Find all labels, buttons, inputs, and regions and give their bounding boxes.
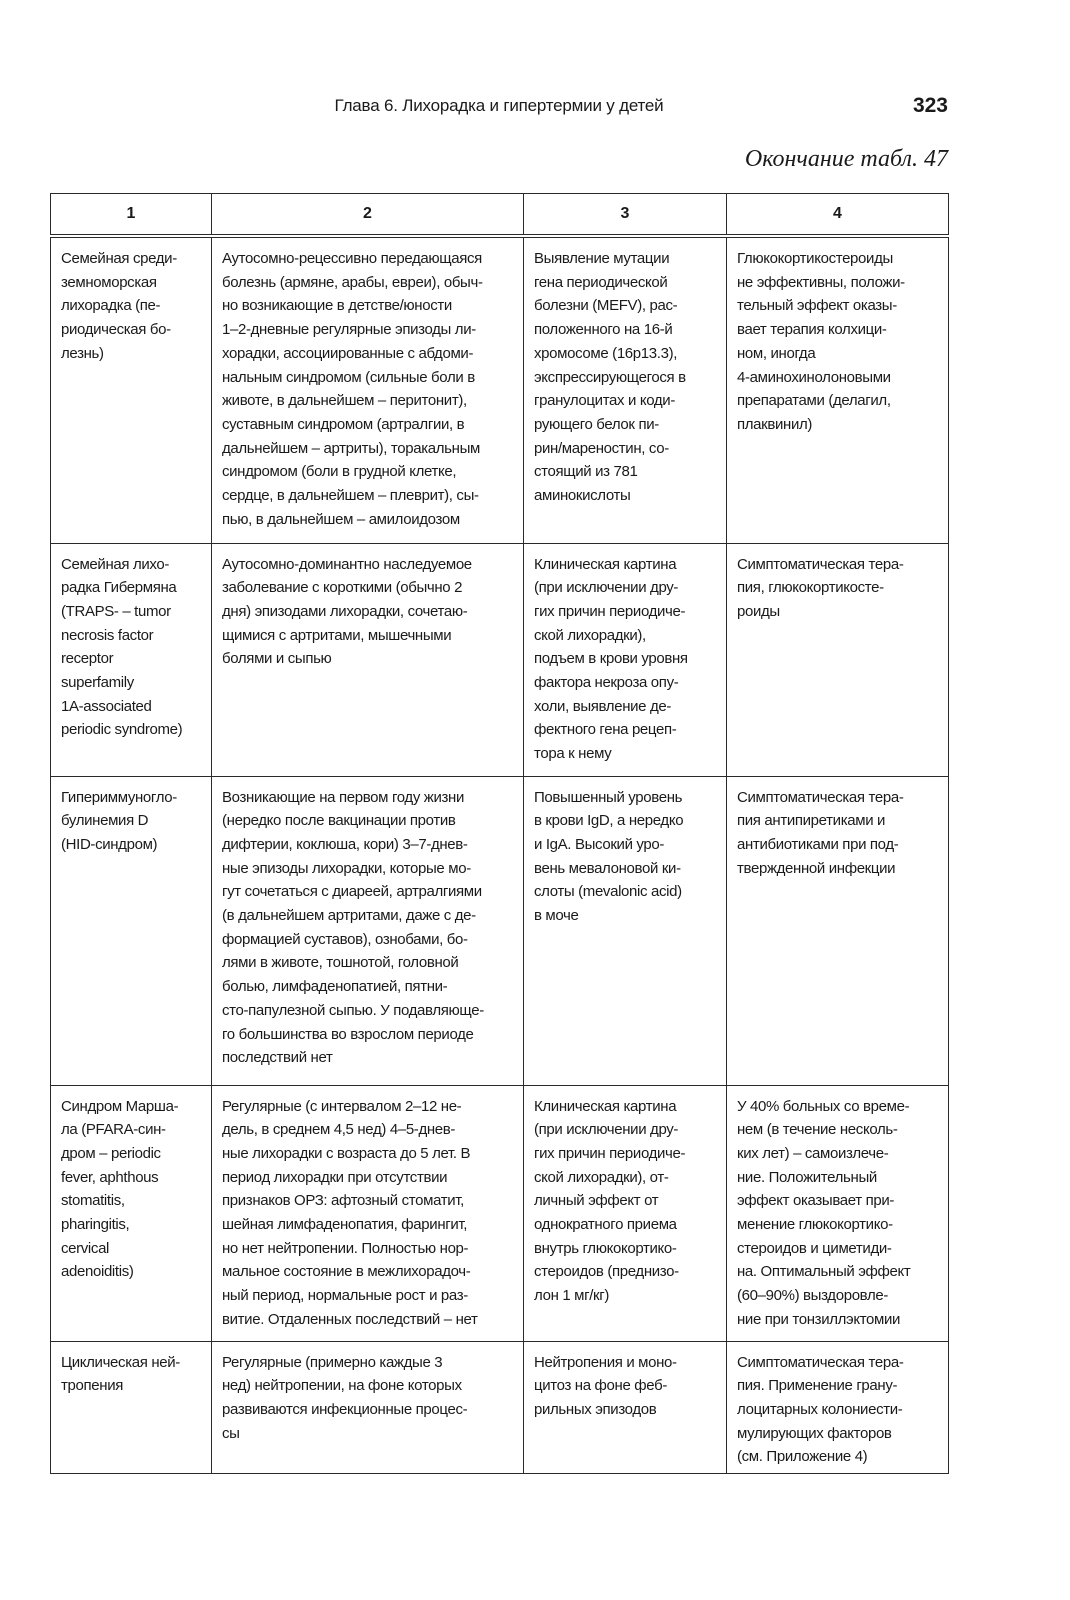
cell-text-line: (при исключении дру-	[534, 1121, 679, 1139]
cell-text-line: препаратами (делагил,	[737, 392, 891, 410]
cell-text-line: внутрь глюкокортико-	[534, 1239, 677, 1257]
diagnostics-cell	[524, 236, 727, 543]
cell-text-line: вень мевалоновой ки-	[534, 859, 681, 877]
cell-text-line: стероидов и циметиди-	[737, 1239, 892, 1257]
disease-name-cell	[51, 543, 212, 776]
cell-text-line: Клиническая картина	[534, 555, 677, 573]
cell-text-line: (TRAPS- – tumor	[61, 602, 171, 620]
cell-text-line: ской лихорадки), от-	[534, 1168, 669, 1186]
cell-text-line: ние при тонзиллэктомии	[737, 1310, 901, 1328]
treatment-cell	[727, 236, 949, 543]
description-cell	[212, 1341, 524, 1474]
cell-text-line: fever, aphthous	[61, 1168, 159, 1186]
cell-text-line: признаков ОРЗ: афтозный стоматит,	[222, 1192, 464, 1210]
cell-text-line: Семейная лихо-	[61, 555, 170, 573]
cell-text-line: лями в животе, тошнотой, головной	[222, 954, 459, 972]
cell-text-line: гих причин периодиче-	[534, 1144, 686, 1162]
cell-text-line: superfamily	[61, 674, 134, 692]
cell-text-line: лихорадка (пе-	[61, 297, 161, 315]
cell-text-line: личный эффект от	[534, 1192, 659, 1210]
description-cell	[212, 543, 524, 776]
cell-text-line: болями и сыпью	[222, 650, 332, 668]
cell-text-line: вает терапия колхици-	[737, 321, 887, 339]
cell-text-line: витие. Отдаленных последствий – нет	[222, 1310, 478, 1328]
cell-text-line: роиды	[737, 602, 780, 620]
cell-text-line: лоцитарных колониести-	[737, 1400, 903, 1418]
cell-text-line: экспрессирующегося в	[534, 368, 686, 386]
cell-text-line: пия, глюкокортикосте-	[737, 579, 884, 597]
cell-text-line: ской лихорадки),	[534, 626, 646, 644]
table-row	[51, 1085, 949, 1341]
diagnostics-cell	[524, 543, 727, 776]
cell-text-line: антибиотиками при под-	[737, 835, 899, 853]
cell-text-line: и IgA. Высокий уро-	[534, 835, 665, 853]
cell-text-line: Синдром Марша-	[61, 1097, 179, 1115]
cell-text-line: шейная лимфаденопатия, фарингит,	[222, 1216, 468, 1234]
cell-text-line: щимися с артритами, мышечными	[222, 626, 452, 644]
cell-text-line: Симптоматическая тера-	[737, 555, 904, 573]
cell-text-line: пия антипиретиками и	[737, 812, 886, 830]
cell-text-line: плаквинил)	[737, 415, 813, 433]
cell-text-line: синдромом (боли в грудной клетке,	[222, 463, 457, 481]
table-row	[51, 776, 949, 1085]
cell-text-line: мальное состояние в межлихорадоч-	[222, 1263, 471, 1281]
cell-text-line: сы	[222, 1424, 240, 1442]
cell-text-line: эффект оказывает при-	[737, 1192, 895, 1210]
cell-text-line: суставным синдромом (артралгии, в	[222, 415, 465, 433]
cell-text-line: дель, в среднем 4,5 нед) 4–5-днев-	[222, 1121, 456, 1139]
cell-text-line: булинемия D	[61, 812, 149, 830]
diagnostics-cell	[524, 1085, 727, 1341]
cell-text-line: ные лихорадки с возраста до 5 лет. В	[222, 1144, 471, 1162]
cell-text-line: земноморская	[61, 273, 157, 291]
running-head	[50, 96, 948, 122]
cell-text-line: сердце, в дальнейшем – плеврит), сы-	[222, 487, 479, 505]
cell-text-line: Возникающие на первом году жизни	[222, 788, 464, 806]
cell-text-line: развиваются инфекционные процес-	[222, 1400, 468, 1418]
column-header-2: 2	[212, 194, 524, 237]
cell-text-line: но нет нейтропении. Полностью нор-	[222, 1239, 469, 1257]
table-row	[51, 236, 949, 543]
cell-text-line: последствий нет	[222, 1049, 333, 1067]
disease-name-cell	[51, 776, 212, 1085]
description-cell	[212, 236, 524, 543]
treatment-cell	[727, 543, 949, 776]
chapter-title: Глава 6. Лихорадка и гипертермии у детей	[334, 96, 664, 115]
cell-text-line: гут сочетаться с диареей, артралгиями	[222, 883, 482, 901]
cell-text-line: (HID-синдром)	[61, 835, 158, 853]
cell-text-line: ный период, нормальные рост и раз-	[222, 1287, 468, 1305]
cell-text-line: болью, лимфаденопатией, пятни-	[222, 978, 448, 996]
diagnostics-cell	[524, 776, 727, 1085]
cell-text-line: Повышенный уровень	[534, 788, 683, 806]
table-caption: Окончание табл. 47	[744, 146, 948, 172]
cell-text-line: 1–2-дневные регулярные эпизоды ли-	[222, 321, 476, 339]
cell-text-line: гих причин периодиче-	[534, 602, 686, 620]
description-cell	[212, 776, 524, 1085]
cell-text-line: тропения	[61, 1377, 124, 1395]
cell-text-line: стоящий из 781	[534, 463, 638, 481]
cell-text-line: дня) эпизодами лихорадки, сочетаю-	[222, 602, 468, 620]
column-header-1: 1	[51, 194, 212, 237]
cell-text-line: заболевание с короткими (обычно 2	[222, 579, 463, 597]
cell-text-line: Циклическая ней-	[61, 1353, 180, 1371]
cell-text-line: риодическая бо-	[61, 321, 171, 339]
cell-text-line: фактора некроза опу-	[534, 674, 679, 692]
cell-text-line: но возникающие в детстве/юности	[222, 297, 452, 315]
cell-text-line: Семейная среди-	[61, 250, 177, 267]
cell-text-line: болезни (MEFV), рас-	[534, 297, 678, 315]
cell-text-line: формацией суставов), ознобами, бо-	[222, 930, 468, 948]
treatment-cell	[727, 1085, 949, 1341]
cell-text-line: (нередко после вакцинации против	[222, 812, 456, 830]
cell-text-line: фектного гена рецеп-	[534, 721, 677, 739]
treatment-cell	[727, 776, 949, 1085]
cell-text-line: подъем в крови уровня	[534, 650, 688, 668]
cell-text-line: adenoiditis)	[61, 1263, 134, 1281]
cell-text-line: periodic syndrome)	[61, 721, 183, 739]
cell-text-line: хорадки, ассоциированные с абдоми-	[222, 344, 474, 362]
cell-text-line: 1A-associated	[61, 697, 152, 715]
cell-text-line: Аутосомно-рецессивно передающаяся	[222, 250, 482, 267]
cell-text-line: (при исключении дру-	[534, 579, 679, 597]
disease-name-cell	[51, 236, 212, 543]
cell-text-line: на. Оптимальный эффект	[737, 1263, 911, 1281]
cell-text-line: necrosis factor	[61, 626, 154, 644]
cell-text-line: Гипериммуногло-	[61, 788, 177, 806]
cell-text-line: гена периодической	[534, 273, 668, 291]
cell-text-line: ные эпизоды лихорадки, которые мо-	[222, 859, 471, 877]
description-cell	[212, 1085, 524, 1341]
cell-text-line: пия. Применение грану-	[737, 1377, 898, 1395]
cell-text-line: сто-папулезной сыпью. У подавляюще-	[222, 1001, 484, 1019]
cell-text-line: рильных эпизодов	[534, 1400, 657, 1418]
cell-text-line: дифтерии, коклюша, кори) 3–7-днев-	[222, 835, 468, 853]
cell-text-line: хромосоме (16p13.3),	[534, 344, 678, 362]
cell-text-line: Симптоматическая тера-	[737, 1353, 904, 1371]
cell-text-line: не эффективны, положи-	[737, 273, 905, 291]
cell-text-line: животе, в дальнейшем – перитонит),	[222, 392, 467, 410]
cell-text-line: болезнь (армяне, арабы, евреи), обыч-	[222, 273, 483, 291]
cell-text-line: ном, иногда	[737, 344, 816, 362]
cell-text-line: тельный эффект оказы-	[737, 297, 897, 315]
cell-text-line: нем (в течение несколь-	[737, 1121, 898, 1139]
cell-text-line: цитоз на фоне феб-	[534, 1377, 667, 1395]
cell-text-line: Клиническая картина	[534, 1097, 677, 1115]
cell-text-line: период лихорадки при отсутствии	[222, 1168, 448, 1186]
column-header-4: 4	[727, 194, 949, 237]
table-body	[51, 236, 949, 1474]
cell-text-line: ла (PFARA-син-	[61, 1121, 166, 1139]
cell-text-line: стероидов (преднизо-	[534, 1263, 679, 1281]
cell-text-line: (в дальнейшем артритами, даже с де-	[222, 907, 476, 925]
cell-text-line: Выявление мутации	[534, 250, 670, 267]
cell-text-line: Регулярные (с интервалом 2–12 не-	[222, 1097, 462, 1115]
disease-name-cell	[51, 1085, 212, 1341]
cell-text-line: го большинства во взрослом периоде	[222, 1025, 474, 1043]
cell-text-line: мулирующих факторов	[737, 1424, 892, 1442]
cell-text-line: лон 1 мг/кг)	[534, 1287, 610, 1305]
cell-text-line: рующего белок пи-	[534, 415, 659, 433]
cell-text-line: cervical	[61, 1239, 110, 1257]
cell-text-line: аминокислоты	[534, 487, 631, 505]
page-number: 323	[912, 94, 948, 117]
cell-text-line: (см. Приложение 4)	[737, 1448, 868, 1466]
cell-text-line: ких лет) – самоизлече-	[737, 1144, 889, 1162]
cell-text-line: Симптоматическая тера-	[737, 788, 904, 806]
cell-text-line: менение глюкокортико-	[737, 1216, 893, 1234]
header-row	[51, 194, 949, 237]
cell-text-line: радка Гибермяна	[61, 579, 177, 597]
cell-text-line: пью, в дальнейшем – амилоидозом	[222, 510, 460, 528]
cell-text-line: положенного на 16-й	[534, 321, 673, 339]
cell-text-line: гранулоцитах и коди-	[534, 392, 675, 410]
disease-name-cell	[51, 1341, 212, 1474]
cell-text-line: в моче	[534, 907, 579, 925]
column-header-3: 3	[524, 194, 727, 237]
cell-text-line: твержденной инфекции	[737, 859, 896, 877]
cell-text-line: receptor	[61, 650, 114, 668]
cell-text-line: Нейтропения и моно-	[534, 1353, 677, 1371]
cell-text-line: 4-аминохинолоновыми	[737, 368, 891, 386]
cell-text-line: ние. Положительный	[737, 1168, 877, 1186]
data-table	[50, 193, 949, 1474]
cell-text-line: нальным синдромом (сильные боли в	[222, 368, 475, 386]
cell-text-line: лезнь)	[61, 344, 104, 362]
diagnostics-cell	[524, 1341, 727, 1474]
cell-text-line: дром – periodic	[61, 1144, 161, 1162]
table-row	[51, 543, 949, 776]
cell-text-line: Регулярные (примерно каждые 3	[222, 1353, 443, 1371]
cell-text-line: нед) нейтропении, на фоне которых	[222, 1377, 462, 1395]
cell-text-line: Глюкокортикостероиды	[737, 250, 893, 267]
cell-text-line: в крови IgD, а нередко	[534, 812, 684, 830]
cell-text-line: Аутосомно-доминантно наследуемое	[222, 555, 472, 573]
cell-text-line: дальнейшем – артриты), торакальным	[222, 439, 480, 457]
cell-text-line: тора к нему	[534, 745, 612, 763]
treatment-cell	[727, 1341, 949, 1474]
cell-text-line: слоты (mevalonic acid)	[534, 883, 682, 901]
table-row	[51, 1341, 949, 1474]
cell-text-line: pharingitis,	[61, 1216, 130, 1234]
cell-text-line: рин/мареностин, со-	[534, 439, 669, 457]
cell-text-line: (60–90%) выздоровле-	[737, 1287, 888, 1305]
cell-text-line: stomatitis,	[61, 1192, 125, 1210]
cell-text-line: холи, выявление де-	[534, 697, 672, 715]
cell-text-line: однократного приема	[534, 1216, 677, 1234]
cell-text-line: У 40% больных со време-	[737, 1097, 910, 1115]
